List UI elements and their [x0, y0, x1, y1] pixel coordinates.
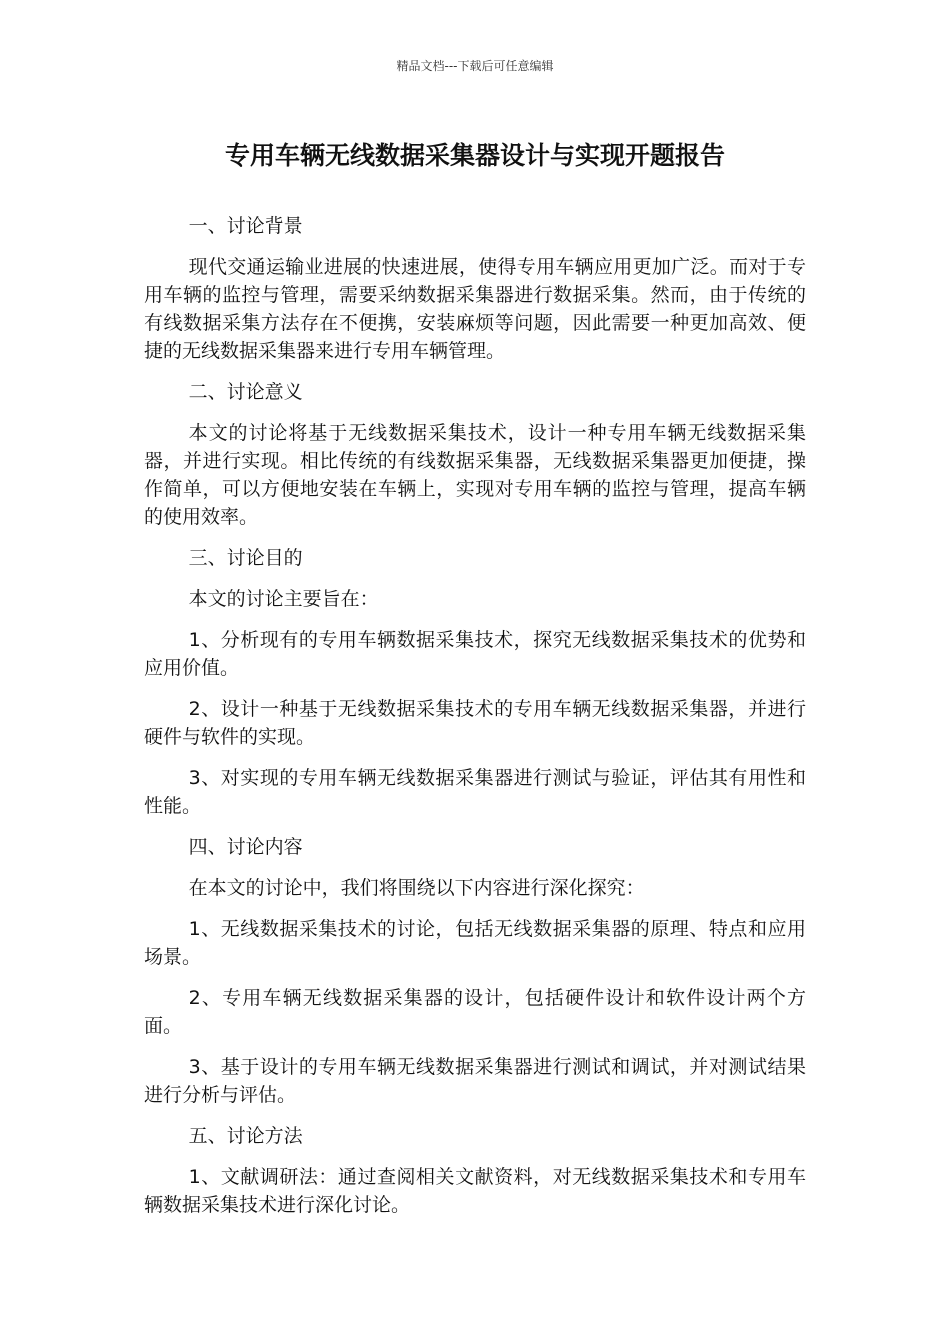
section-heading-content: 四、讨论内容 [188, 836, 303, 858]
section-heading-significance: 二、讨论意义 [188, 381, 303, 403]
section-heading-purpose: 三、讨论目的 [188, 547, 303, 569]
header-note: 精品文档---下载后可任意编辑 [396, 59, 554, 73]
section-heading-methods: 五、讨论方法 [188, 1125, 303, 1147]
list-item-content-2: 2、专用车辆无线数据采集器的设计，包括硬件设计和软件设计两个方面。 [144, 987, 806, 1037]
list-item-purpose-1: 1、分析现有的专用车辆数据采集技术，探究无线数据采集技术的优势和应用价值。 [144, 629, 806, 679]
list-item-content-3: 3、基于设计的专用车辆无线数据采集器进行测试和调试，并对测试结果进行分析与评估。 [144, 1056, 806, 1106]
list-item-purpose-3: 3、对实现的专用车辆无线数据采集器进行测试与验证，评估其有用性和性能。 [144, 767, 806, 817]
paragraph-significance: 本文的讨论将基于无线数据采集技术，设计一种专用车辆无线数据采集器，并进行实现。相比传统的有线数据采集器，无线数据采集器更加便捷，操作简单，可以方便地安装在车辆上，实现对专用车辆的监控与管理，提高车辆的使用效率。 [144, 422, 806, 528]
paragraph-purpose-intro: 本文的讨论主要旨在： [188, 588, 379, 610]
paragraph-content-intro: 在本文的讨论中，我们将围绕以下内容进行深化探究： [188, 877, 645, 899]
list-item-content-1: 1、无线数据采集技术的讨论，包括无线数据采集器的原理、特点和应用场景。 [144, 918, 806, 968]
document-body [144, 212, 806, 1232]
list-item-methods-1: 1、文献调研法：通过查阅相关文献资料，对无线数据采集技术和专用车辆数据采集技术进行深化讨论。 [144, 1166, 806, 1216]
list-item-purpose-2: 2、设计一种基于无线数据采集技术的专用车辆无线数据采集器，并进行硬件与软件的实现。 [144, 698, 806, 748]
paragraph-background: 现代交通运输业进展的快速进展，使得专用车辆应用更加广泛。而对于专用车辆的监控与管理，需要采纳数据采集器进行数据采集。然而，由于传统的有线数据采集方法存在不便携，安装麻烦等问题，因此需要一种更加高效、便捷的无线数据采集器来进行专用车辆管理。 [144, 256, 806, 362]
section-heading-background: 一、讨论背景 [188, 215, 303, 237]
document-title: 专用车辆无线数据采集器设计与实现开题报告 [224, 141, 725, 170]
